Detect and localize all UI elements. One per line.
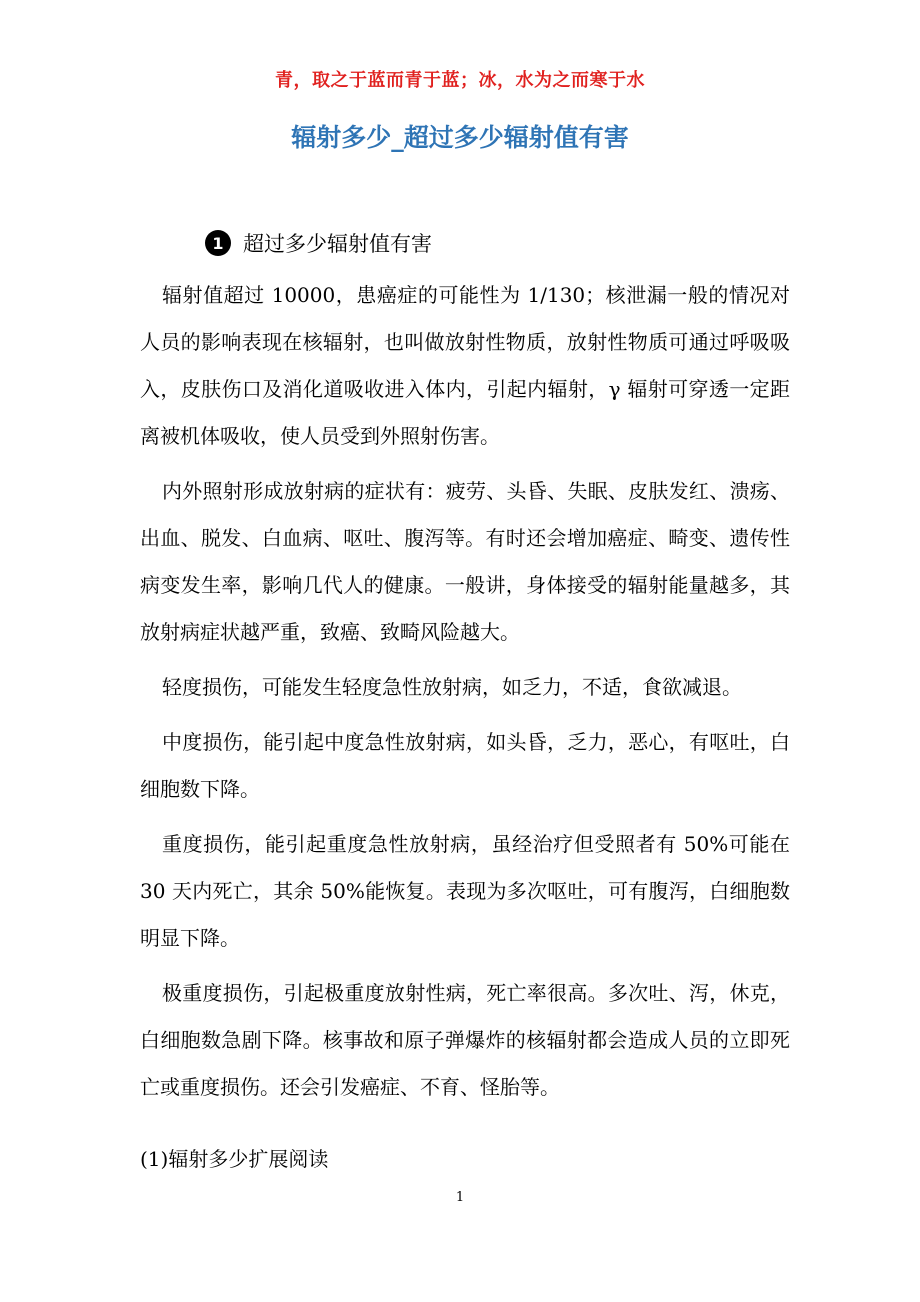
numbered-bullet-icon: 1 [205,230,231,256]
paragraph: 中度损伤，能引起中度急性放射病，如头昏，乏力，恶心，有呕吐，白细胞数下降。 [140,730,790,801]
page-title: 辐射多少_超过多少辐射值有害 [291,123,629,152]
paragraph: 重度损伤，能引起重度急性放射病，虽经治疗但受照者有 50%可能在 30 天内死亡，其余 50%能恢复。表现为多次呕吐，可有腹泻，白细胞数明显下降。 [140,832,790,950]
section-heading [205,228,432,258]
paragraph: 内外照射形成放射病的症状有：疲劳、头昏、失眠、皮肤发红、溃疡、出血、脱发、白血病、呕吐、腹泻等。有时还会增加癌症、畸变、遗传性病变发生率，影响几代人的健康。一般讲，身体接受的辐射能量越多，其放射病症状越严重，致癌、致畸风险越大。 [140,479,790,644]
paragraph: 辐射值超过 10000，患癌症的可能性为 1/130；核泄漏一般的情况对人员的影响表现在核辐射，也叫做放射性物质，放射性物质可通过呼吸吸入，皮肤伤口及消化道吸收进入体内，引起内辐射，γ 辐射可穿透一定距离被机体吸收，使人员受到外照射伤害。 [140,283,790,448]
body-text [140,272,790,1111]
page-number: 1 [455,1190,465,1205]
section-heading-text: 超过多少辐射值有害 [243,232,432,256]
motto-line: 青，取之于蓝而青于蓝；冰，水为之而寒于水 [275,70,645,91]
extended-reading-heading: (1)辐射多少扩展阅读 [140,1147,329,1171]
paragraph: 极重度损伤，引起极重度放射性病，死亡率很高。多次吐、泻，休克，白细胞数急剧下降。核事故和原子弹爆炸的核辐射都会造成人员的立即死亡或重度损伤。还会引发癌症、不育、怪胎等。 [140,981,790,1099]
paragraph: 轻度损伤，可能发生轻度急性放射病，如乏力，不适，食欲减退。 [162,675,742,699]
